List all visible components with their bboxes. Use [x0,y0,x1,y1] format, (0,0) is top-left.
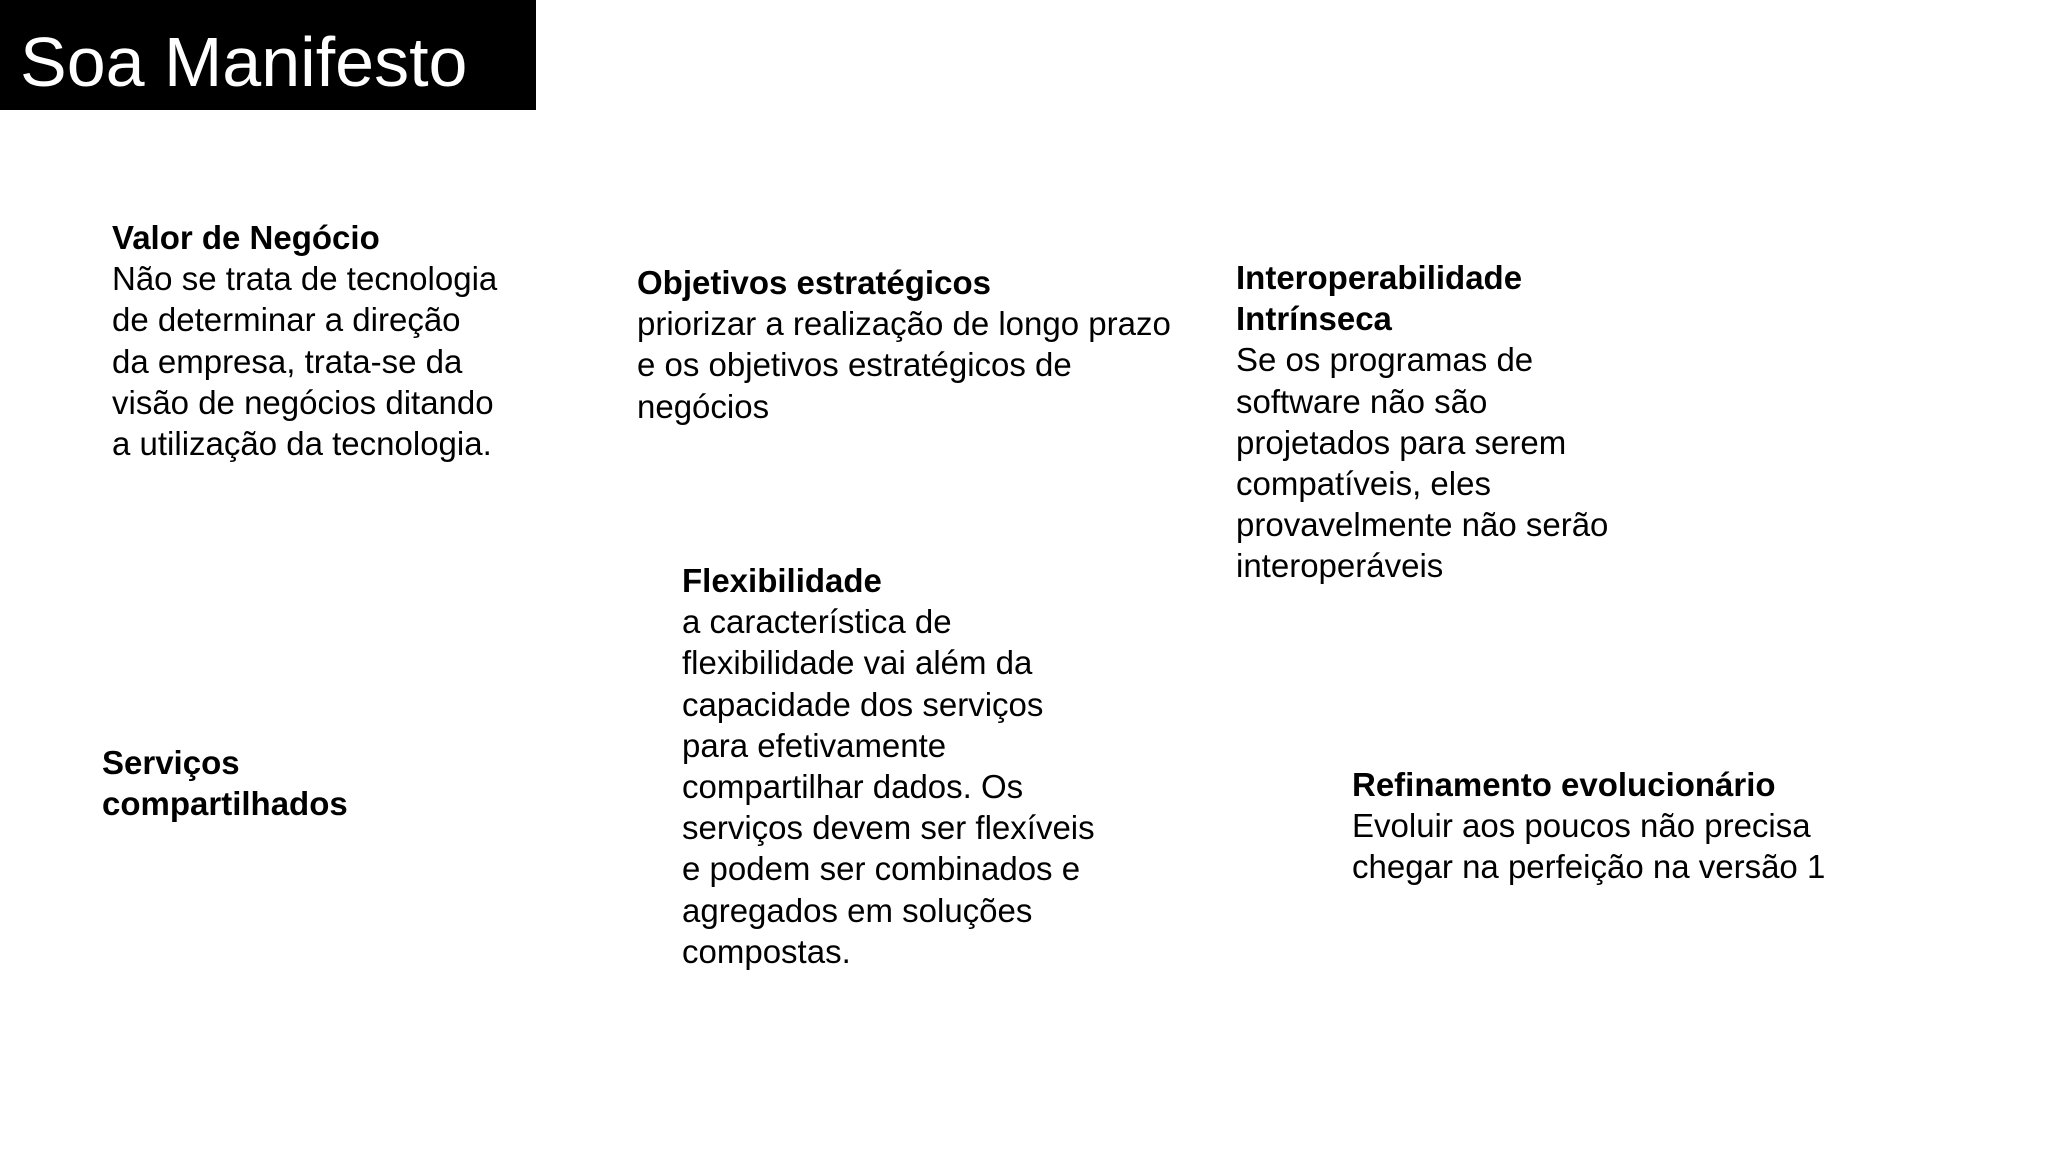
block-body: Se os programas de software não são projetados para serem compatíveis, eles provavelmente não serão interoperáveis [1236,341,1609,585]
block-refinamento-evolucionario [1352,764,1912,888]
block-objetivos-estrategicos [637,262,1177,427]
block-heading: Serviços compartilhados [102,744,348,823]
block-body: Evoluir aos poucos não precisa chegar na perfeição na versão 1 [1352,807,1826,886]
block-heading: Interoperabilidade Intrínseca [1236,259,1523,338]
block-heading: Valor de Negócio [112,219,380,256]
block-valor-de-negocio [112,217,502,464]
slide-title: Soa Manifesto [20,23,468,101]
block-heading: Refinamento evolucionário [1352,766,1776,803]
block-heading: Objetivos estratégicos [637,264,991,301]
block-body: Não se trata de tecnologia de determinar a direção da empresa, trata-se da visão de negócios ditando a utilização da tecnologia. [112,260,498,463]
block-body: priorizar a realização de longo prazo e os objetivos estratégicos de negócios [637,305,1171,425]
block-heading: Flexibilidade [682,562,882,599]
block-body: a característica de flexibilidade vai além da capacidade dos serviços para efetivamente compartilhar dados. Os serviços devem ser flexíveis e podem ser combinados e agregados em soluções compostas. [682,603,1095,970]
block-servicos-compartilhados [102,742,422,824]
block-flexibilidade [682,560,1102,972]
title-bar [0,0,536,110]
block-interoperabilidade-intrinseca [1236,257,1636,587]
